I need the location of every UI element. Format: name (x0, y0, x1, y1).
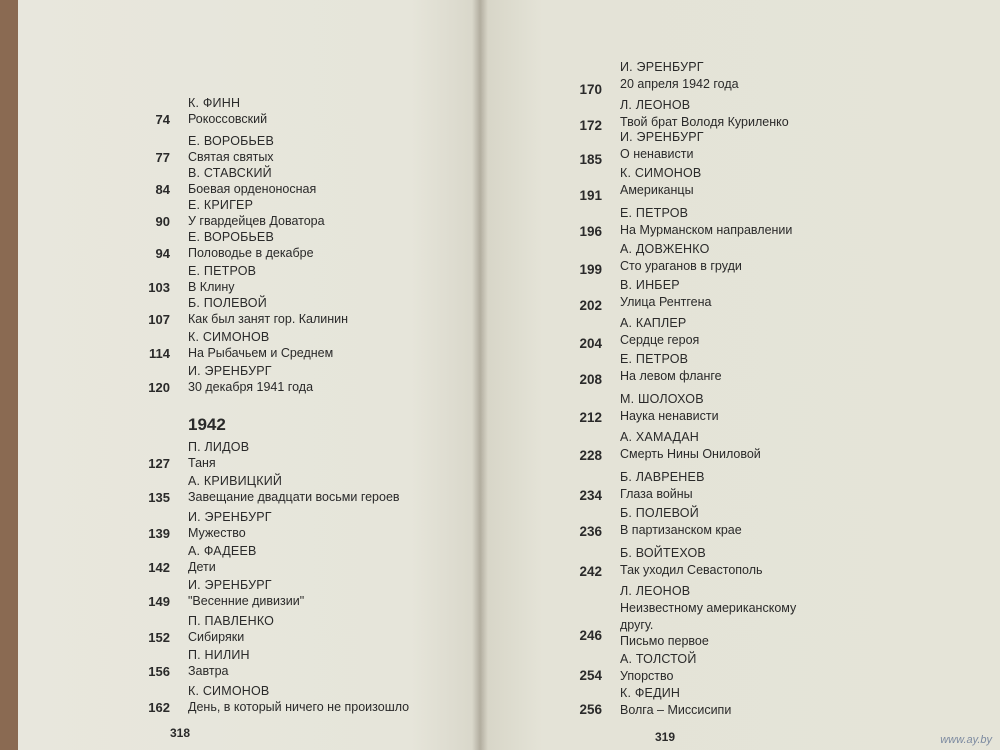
entry-author: П. ПАВЛЕНКО (188, 614, 275, 628)
entry-page-number: 204 (579, 336, 602, 351)
entry-author: М. ШОЛОХОВ (620, 392, 704, 406)
entry-author: Е. КРИГЕР (188, 198, 254, 212)
entry-title: На Рыбачьем и Среднем (188, 346, 334, 360)
entry-author: Б. ВОЙТЕХОВ (620, 546, 706, 560)
entry-title-line-3: Письмо первое (620, 634, 709, 648)
entry-page-number: 170 (579, 82, 602, 97)
entry-author: Е. ВОРОБЬЕВ (188, 230, 274, 244)
entry-title: "Весенние дивизии" (188, 594, 305, 608)
entry-title: Улица Рентгена (620, 295, 712, 309)
entry-title: Половодье в декабре (188, 246, 314, 260)
entry-page-number: 142 (148, 560, 170, 575)
page-number-left: 318 (170, 726, 191, 740)
entry-page-number: 191 (579, 188, 602, 203)
entry-page-number: 242 (579, 564, 602, 579)
watermark: www.ay.by (940, 734, 992, 746)
entry-title: Упорство (620, 669, 674, 683)
entry-title: Так уходил Севастополь (620, 563, 763, 577)
entry-title: Мужество (188, 526, 246, 540)
entry-page-number: 120 (148, 380, 170, 395)
entry-title: На левом фланге (620, 369, 722, 383)
entry-title: Американцы (620, 183, 694, 197)
entry-author: А. ХАМАДАН (620, 430, 699, 444)
entry-title: В Клину (188, 280, 235, 294)
entry-author: И. ЭРЕНБУРГ (188, 364, 272, 378)
entry-title: Завещание двадцати восьми героев (188, 490, 400, 504)
entry-title: День, в который ничего не произошло (188, 700, 410, 714)
entry-author: К. СИМОНОВ (620, 166, 702, 180)
entry-author: И. ЭРЕНБУРГ (620, 130, 704, 144)
entry-author: Е. ПЕТРОВ (620, 206, 689, 220)
entry-page-number: 149 (148, 594, 170, 609)
entry-page-number: 84 (155, 182, 170, 197)
entry-title: 30 декабря 1941 года (188, 380, 314, 394)
entry-page-number: 114 (149, 346, 170, 361)
entry-page-number: 256 (579, 702, 602, 717)
entry-author: А. ФАДЕЕВ (188, 544, 257, 558)
entry-title: Рокоссовский (188, 112, 268, 126)
entry-author: Б. ЛАВРЕНЕВ (620, 470, 705, 484)
entry-title: Как был занят гор. Калинин (188, 312, 349, 326)
entry-author: К. СИМОНОВ (188, 330, 270, 344)
entry-author: К. ФЕДИН (620, 686, 681, 700)
entry-author: К. СИМОНОВ (188, 684, 270, 698)
page-number-right: 319 (655, 730, 676, 744)
entry-page-number: 156 (148, 664, 170, 679)
entry-title: Наука ненависти (620, 409, 719, 423)
entry-title: На Мурманском направлении (620, 223, 793, 237)
entry-page-number: 234 (579, 488, 602, 503)
entry-author: И. ЭРЕНБУРГ (188, 578, 272, 592)
entry-page-number: 254 (579, 668, 602, 683)
entry-page-number: 77 (155, 150, 170, 165)
entry-title: Сибиряки (188, 630, 245, 644)
entry-author: В. ИНБЕР (620, 278, 680, 292)
entry-author: Б. ПОЛЕВОЙ (188, 296, 267, 310)
entry-author: Е. ПЕТРОВ (188, 264, 257, 278)
entry-title: 20 апреля 1942 года (620, 77, 739, 91)
entry-author: П. ЛИДОВ (188, 440, 250, 454)
entry-author: В. СТАВСКИЙ (188, 166, 272, 180)
entry-page-number: 94 (155, 246, 170, 261)
entry-title: Сердце героя (620, 333, 700, 347)
right-page (480, 0, 1000, 750)
entry-page-number: 127 (148, 456, 170, 471)
entry-author: И. ЭРЕНБУРГ (188, 510, 272, 524)
entry-author: П. НИЛИН (188, 648, 250, 662)
entry-author: А. ДОВЖЕНКО (620, 242, 710, 256)
entry-title: Святая святых (188, 150, 274, 164)
entry-page-number: 107 (148, 312, 170, 327)
entry-author: Л. ЛЕОНОВ (620, 584, 691, 598)
entry-title: Твой брат Володя Куриленко (620, 115, 789, 129)
year-heading: 1942 (188, 415, 226, 434)
entry-author: А. КАПЛЕР (620, 316, 687, 330)
entry-page-number: 208 (579, 372, 602, 387)
entry-title: Смерть Нины Ониловой (620, 447, 761, 461)
left-page (18, 0, 480, 750)
entry-title: Волга – Миссисипи (620, 703, 732, 717)
entry-page-number: 246 (579, 628, 602, 643)
entry-author: Е. ПЕТРОВ (620, 352, 689, 366)
book-spine (472, 0, 488, 750)
entry-title-line-2: другу. (620, 618, 654, 632)
entry-title: Глаза войны (620, 487, 693, 501)
entry-title: Боевая орденоносная (188, 182, 317, 196)
entry-author: Б. ПОЛЕВОЙ (620, 506, 699, 520)
entry-page-number: 139 (148, 526, 170, 541)
entry-title: Дети (188, 560, 216, 574)
entry-title: Таня (188, 456, 216, 470)
entry-page-number: 236 (579, 524, 602, 539)
entry-page-number: 199 (579, 262, 602, 277)
entry-title: У гвардейцев Доватора (188, 214, 325, 228)
entry-page-number: 196 (579, 224, 602, 239)
entry-page-number: 172 (579, 118, 602, 133)
entry-author: Е. ВОРОБЬЕВ (188, 134, 274, 148)
entry-page-number: 162 (148, 700, 170, 715)
entry-page-number: 212 (579, 410, 602, 425)
entry-page-number: 90 (155, 214, 170, 229)
entry-title: Неизвестному американскому (620, 601, 797, 615)
entry-page-number: 202 (579, 298, 602, 313)
entry-author: К. ФИНН (188, 96, 241, 110)
entry-page-number: 135 (148, 490, 170, 505)
entry-title: Завтра (188, 664, 229, 678)
entry-title: В партизанском крае (620, 523, 742, 537)
entry-page-number: 103 (148, 280, 170, 295)
entry-author: Л. ЛЕОНОВ (620, 98, 691, 112)
entry-author: А. ТОЛСТОЙ (620, 652, 697, 666)
entry-page-number: 185 (579, 152, 602, 167)
entry-page-number: 152 (148, 630, 170, 645)
entry-author: И. ЭРЕНБУРГ (620, 60, 704, 74)
entry-title: О ненависти (620, 147, 694, 161)
entry-author: А. КРИВИЦКИЙ (188, 474, 283, 488)
entry-page-number: 74 (155, 112, 170, 127)
entry-page-number: 228 (579, 448, 602, 463)
entry-title: Сто ураганов в груди (620, 259, 742, 273)
